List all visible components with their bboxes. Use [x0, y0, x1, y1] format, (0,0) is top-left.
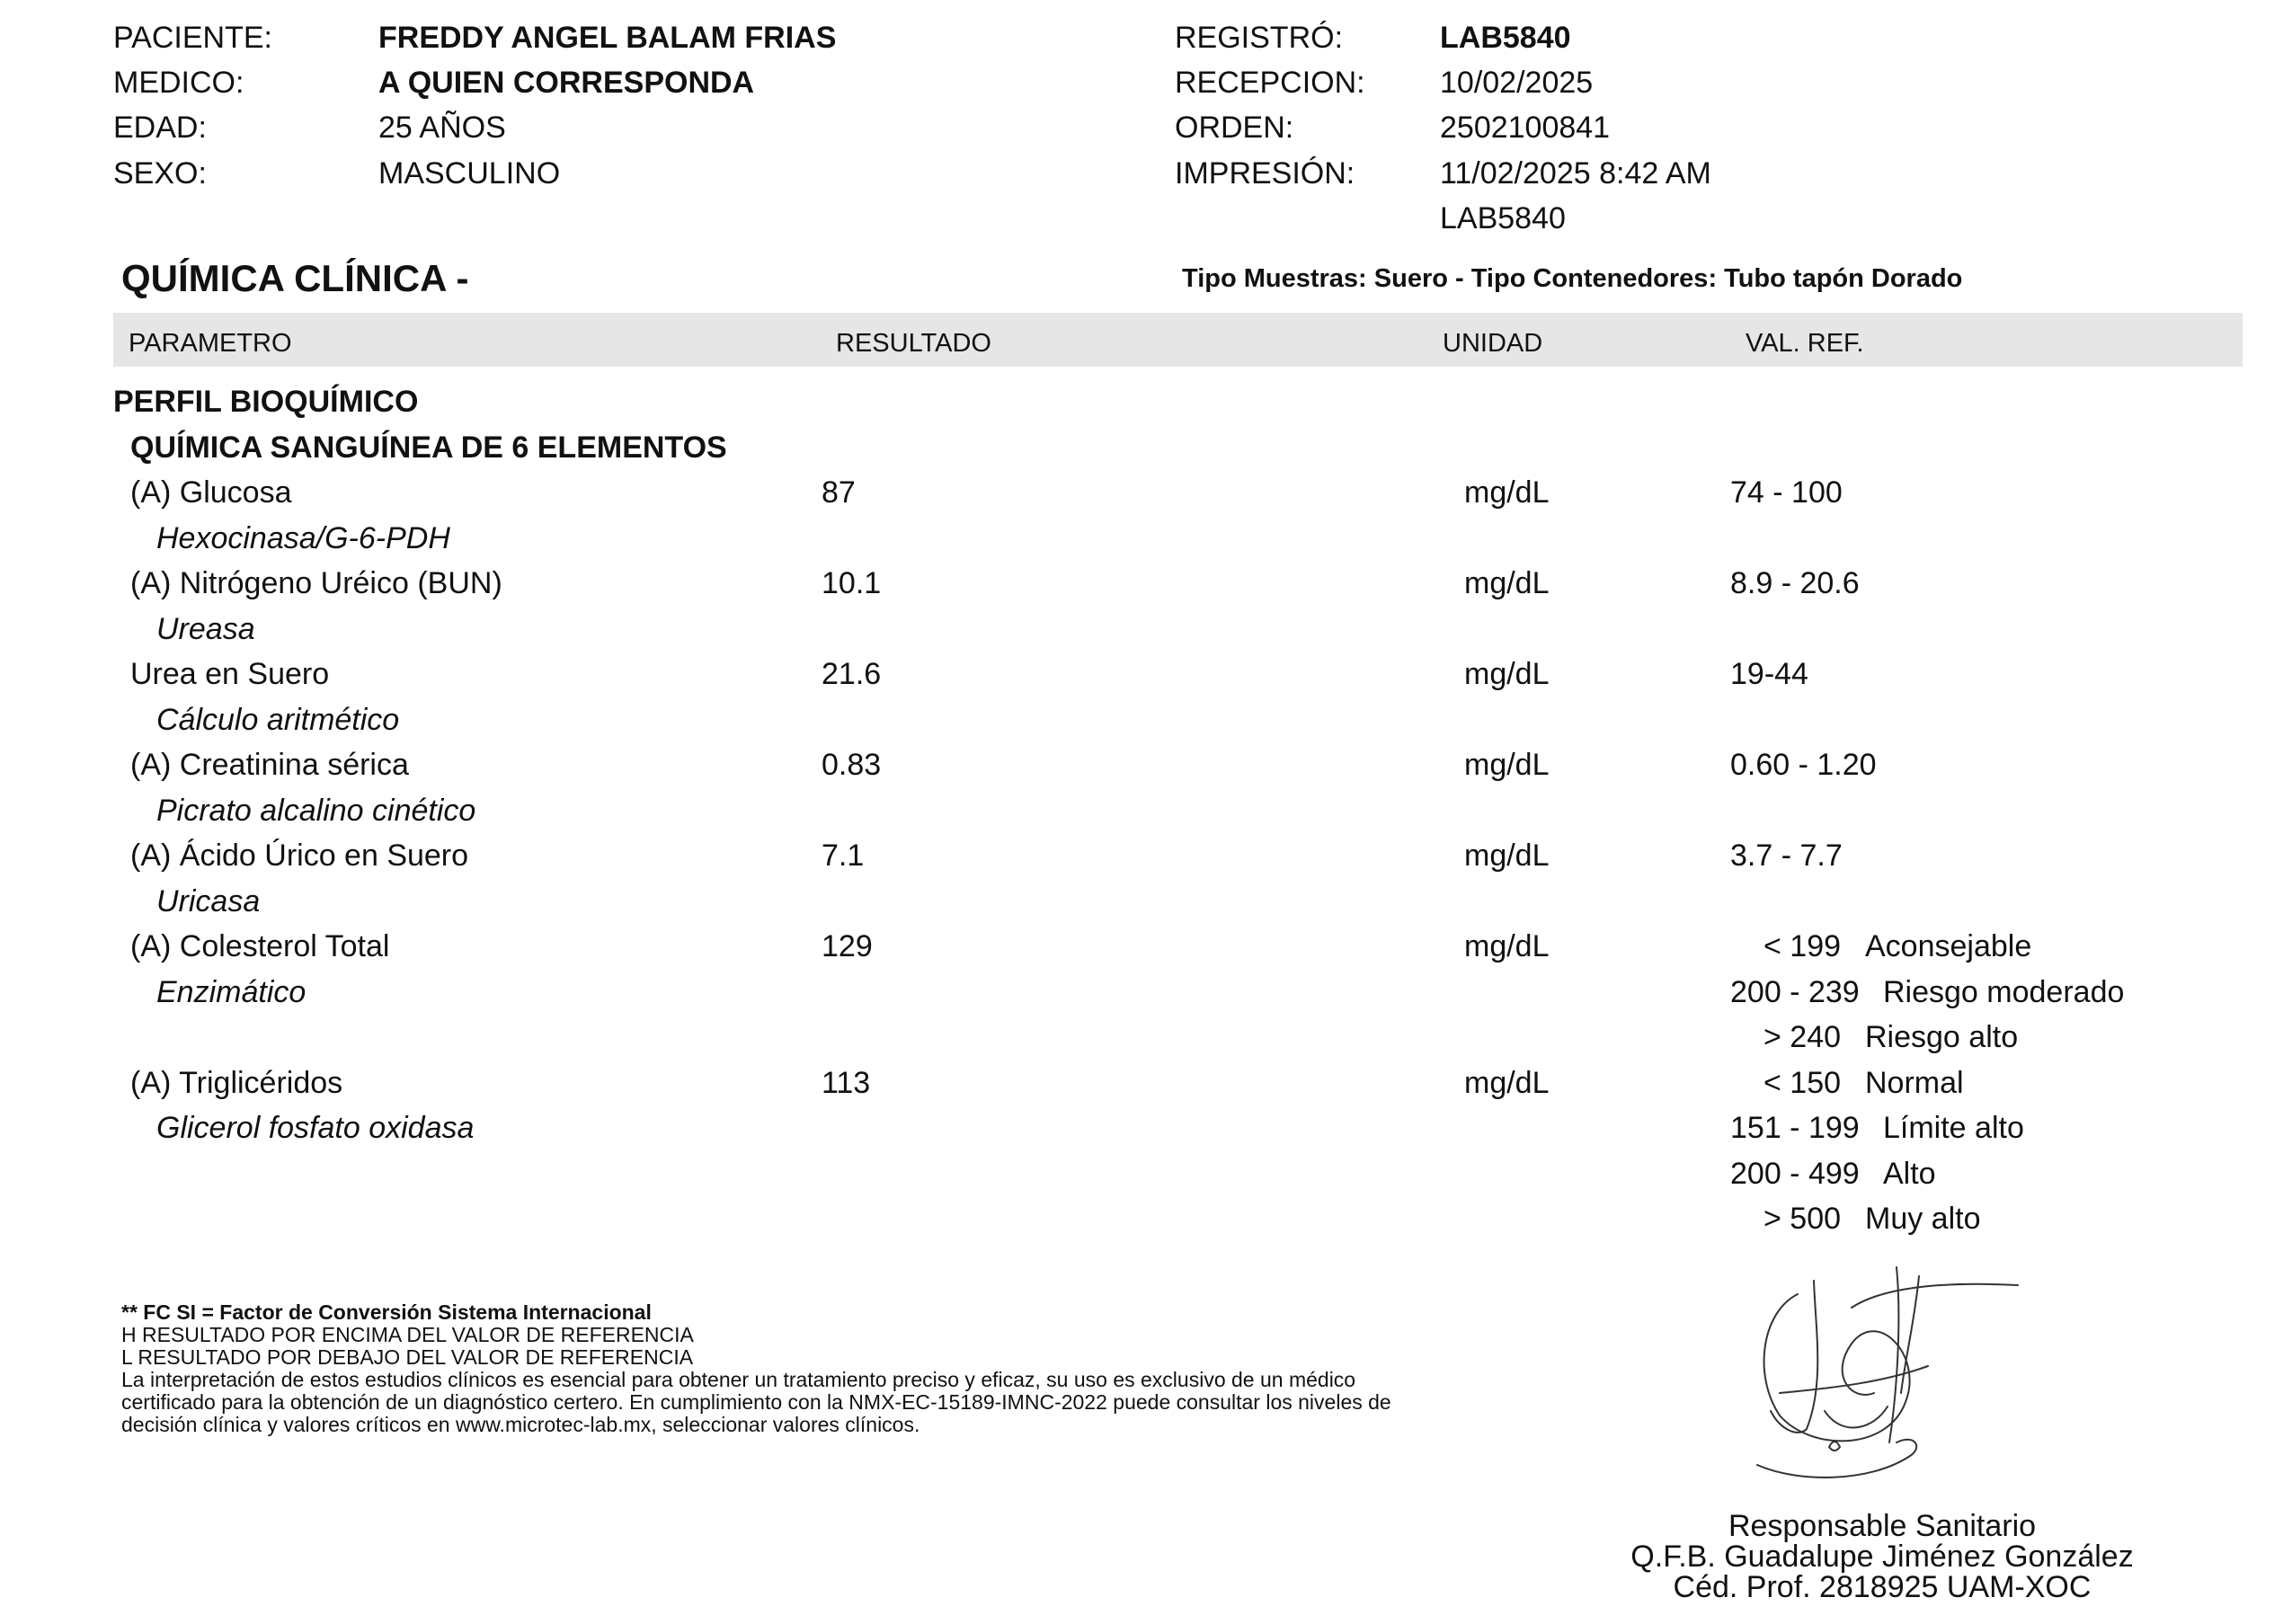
test-name: (A) Triglicéridos: [130, 1066, 343, 1100]
profile-title: PERFIL BIOQUÍMICO: [113, 385, 419, 419]
test-unit: mg/dL: [1464, 566, 1550, 600]
print-label: IMPRESIÓN:: [1175, 156, 1355, 191]
test-method: Cálculo aritmético: [156, 703, 400, 737]
age-value: 25 AÑOS: [378, 111, 506, 145]
signature-license: Céd. Prof. 2818925 UAM-XOC: [1673, 1570, 2092, 1604]
test-method: Uricasa: [156, 884, 261, 918]
reference-label: Límite alto: [1883, 1111, 2024, 1145]
test-method: Ureasa: [156, 612, 255, 646]
reference-label: Aconsejable: [1865, 929, 2032, 963]
test-reference: 19-44: [1730, 657, 1808, 691]
column-header-parametro: PARAMETRO: [129, 329, 292, 358]
reference-range: 200 - 499: [1730, 1157, 1860, 1191]
print-datetime: 11/02/2025 8:42 AM: [1440, 156, 1711, 191]
test-result: 10.1: [822, 566, 882, 600]
sex-value: MASCULINO: [378, 156, 561, 191]
test-result: 0.83: [822, 748, 882, 782]
reference-label: Alto: [1883, 1157, 1936, 1191]
test-name: (A) Glucosa: [130, 475, 292, 510]
test-name: (A) Ácido Úrico en Suero: [130, 839, 469, 873]
test-method: Glicerol fosfato oxidasa: [156, 1111, 475, 1145]
reference-label: Riesgo moderado: [1883, 975, 2125, 1009]
test-method: Enzimático: [156, 975, 306, 1009]
sample-type: Tipo Muestras: Suero - Tipo Contenedores: Tubo tapón Dorado: [1182, 264, 1963, 293]
test-reference: 74 - 100: [1730, 475, 1843, 510]
handwritten-signature: [1744, 1258, 2031, 1492]
reference-range: > 500: [1763, 1202, 1842, 1236]
test-result: 7.1: [822, 839, 865, 873]
section-title: QUÍMICA CLÍNICA -: [121, 257, 469, 299]
footnote-low: L RESULTADO POR DEBAJO DEL VALOR DE REFERENCIA: [121, 1345, 694, 1369]
test-reference: 8.9 - 20.6: [1730, 566, 1860, 600]
order-label: ORDEN:: [1175, 111, 1294, 145]
test-unit: mg/dL: [1464, 929, 1550, 963]
registry-label: REGISTRÓ:: [1175, 21, 1344, 55]
test-result: 113: [822, 1066, 871, 1100]
test-reference: 3.7 - 7.7: [1730, 839, 1843, 873]
test-name: (A) Colesterol Total: [130, 929, 390, 963]
reference-range: > 240: [1763, 1020, 1842, 1054]
signature-name: Q.F.B. Guadalupe Jiménez González: [1630, 1540, 2134, 1574]
test-result: 87: [822, 475, 856, 510]
test-result: 21.6: [822, 657, 882, 691]
footnote-disclaimer-3: decisión clínica y valores críticos en www.microtec-lab.mx, seleccionar valores clínicos.: [121, 1413, 920, 1436]
footnote-conversion: ** FC SI = Factor de Conversión Sistema Internacional: [121, 1300, 652, 1324]
patient-name-label: PACIENTE:: [113, 21, 272, 55]
order-number: 2502100841: [1440, 111, 1611, 145]
test-reference: 0.60 - 1.20: [1730, 748, 1877, 782]
reference-range: < 150: [1763, 1066, 1842, 1100]
footnote-high: H RESULTADO POR ENCIMA DEL VALOR DE REFERENCIA: [121, 1323, 694, 1346]
test-name: (A) Nitrógeno Uréico (BUN): [130, 566, 502, 600]
test-method: Hexocinasa/G-6-PDH: [156, 521, 450, 555]
record-extra-code: LAB5840: [1440, 201, 1566, 235]
test-unit: mg/dL: [1464, 657, 1550, 691]
signature-role: Responsable Sanitario: [1728, 1509, 2037, 1543]
registry-value: LAB5840: [1440, 21, 1571, 55]
reception-label: RECEPCION:: [1175, 66, 1365, 100]
footnote-disclaimer-1: La interpretación de estos estudios clínicos es esencial para obtener un tratamiento preciso y eficaz, su uso es exclusivo de un médico: [121, 1368, 1356, 1391]
test-name: Urea en Suero: [130, 657, 330, 691]
column-header-bar: [113, 313, 2243, 367]
reference-label: Normal: [1865, 1066, 1964, 1100]
column-header-resultado: RESULTADO: [836, 329, 991, 358]
reception-date: 10/02/2025: [1440, 66, 1594, 100]
profile-subtitle: QUÍMICA SANGUÍNEA DE 6 ELEMENTOS: [130, 430, 727, 465]
test-unit: mg/dL: [1464, 748, 1550, 782]
reference-range: 151 - 199: [1730, 1111, 1860, 1145]
column-header-valref: VAL. REF.: [1746, 329, 1864, 358]
test-unit: mg/dL: [1464, 839, 1550, 873]
test-method: Picrato alcalino cinético: [156, 794, 476, 828]
reference-label: Riesgo alto: [1865, 1020, 2019, 1054]
patient-name: FREDDY ANGEL BALAM FRIAS: [378, 21, 837, 55]
test-unit: mg/dL: [1464, 475, 1550, 510]
reference-range: 200 - 239: [1730, 975, 1860, 1009]
test-unit: mg/dL: [1464, 1066, 1550, 1100]
age-label: EDAD:: [113, 111, 207, 145]
doctor-label: MEDICO:: [113, 66, 244, 100]
doctor-name: A QUIEN CORRESPONDA: [378, 66, 755, 100]
column-header-unidad: UNIDAD: [1443, 329, 1543, 358]
reference-label: Muy alto: [1865, 1202, 1981, 1236]
test-name: (A) Creatinina sérica: [130, 748, 409, 782]
test-result: 129: [822, 929, 873, 963]
reference-range: < 199: [1763, 929, 1842, 963]
sex-label: SEXO:: [113, 156, 207, 191]
footnote-disclaimer-2: certificado para la obtención de un diagnóstico certero. En cumplimiento con la NMX-EC-15189-IMNC-2022 puede consultar los niveles de: [121, 1390, 1391, 1414]
